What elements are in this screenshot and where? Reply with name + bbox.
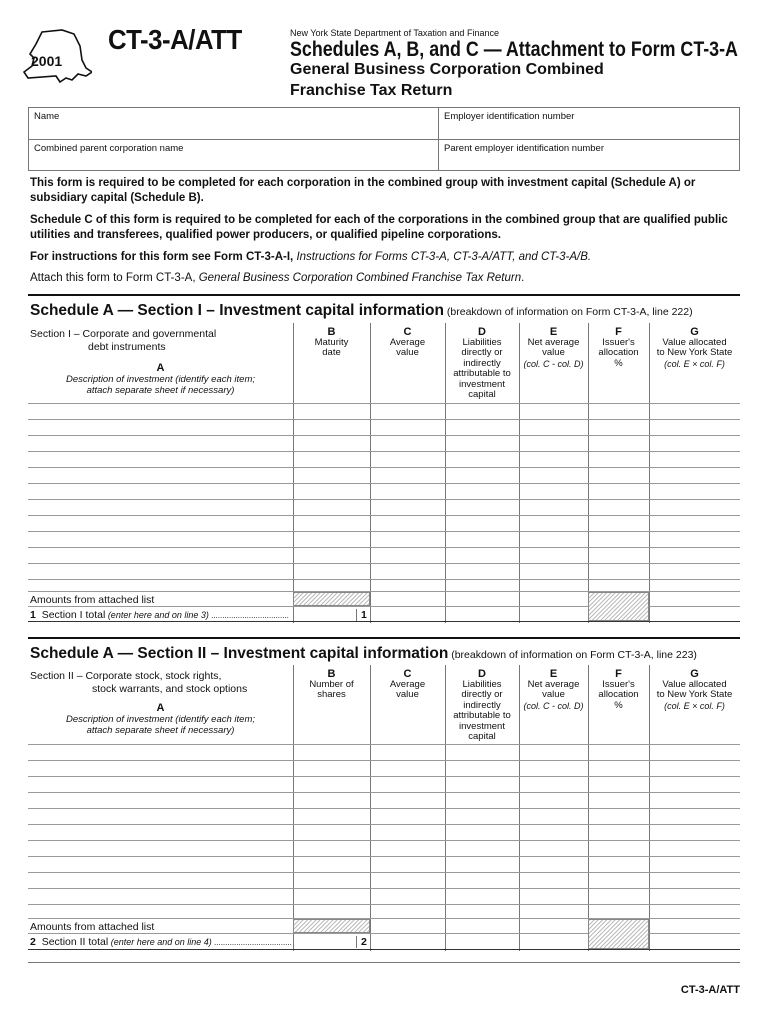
section1-total-text: Section I total xyxy=(41,609,106,621)
schedule-a-section2-title-text: Schedule A — Section II – Investment capital information xyxy=(30,645,449,662)
divider xyxy=(28,637,740,639)
col-a-line2: attach separate sheet if necessary) xyxy=(86,385,235,396)
instruction-schedule-c: Schedule C of this form is required to be completed for each of the corporations in the combined group that are qualified public utilities and transferees, qualified power producers, or qualified pipeline corporations. xyxy=(30,214,728,241)
table-row[interactable] xyxy=(28,547,740,548)
col-g-line2: to New York State xyxy=(656,689,733,700)
section1-description xyxy=(30,328,216,354)
form-title: Schedules A, B, and C — Attachment to Form CT-3-A xyxy=(290,38,738,61)
col-e-letter: E xyxy=(549,326,558,338)
section1-total-label xyxy=(30,609,289,621)
col-d-line1: Liabilities xyxy=(462,678,502,690)
form-subtitle-line1: General Business Corporation Combined xyxy=(290,61,604,78)
parent-name-field[interactable] xyxy=(29,140,439,171)
col-g-line1: Value allocated xyxy=(662,336,727,348)
col-e-line1: Net average xyxy=(527,336,580,348)
col-f-line1: Issuer's xyxy=(602,678,635,690)
col-g-line3: (col. E × col. F) xyxy=(664,700,725,711)
col-f-line2: allocation xyxy=(598,689,639,700)
schedule-a-section1-subtitle: (breakdown of information on Form CT-3-A, line 222) xyxy=(444,306,693,318)
col-d-header xyxy=(445,669,519,743)
col-f-line2: allocation xyxy=(598,347,639,358)
col-g-letter: G xyxy=(690,668,699,680)
table-row[interactable] xyxy=(28,451,740,452)
col-b-header xyxy=(293,669,370,701)
table-row[interactable] xyxy=(28,856,740,857)
table-row[interactable] xyxy=(28,776,740,777)
col-f-header xyxy=(588,669,649,711)
instruction-required: This form is required to be completed for each corporation in the combined group with investment capital (Schedule A) or subsidiary capital (Schedule B). xyxy=(30,177,696,204)
table-row[interactable] xyxy=(28,531,740,532)
col-a-letter: A xyxy=(156,362,165,374)
table-row[interactable] xyxy=(28,419,740,420)
col-b-header xyxy=(293,327,370,359)
col-b-letter: B xyxy=(327,668,336,680)
col-a-line1: Description of investment (identify each item; xyxy=(65,714,256,725)
col-e-line3: (col. C - col. D) xyxy=(523,700,584,711)
col-b-line1: Number of xyxy=(309,678,354,690)
table-row[interactable] xyxy=(28,403,740,404)
shaded-cell xyxy=(293,592,370,606)
section2-total-hint: (enter here and on line 4) xyxy=(108,937,212,947)
col-c-line1: Average xyxy=(389,678,426,690)
col-e-header xyxy=(519,327,588,370)
table-row[interactable] xyxy=(28,744,740,745)
table-bottom xyxy=(28,949,740,950)
col-f-line1: Issuer's xyxy=(602,336,635,348)
table-row[interactable] xyxy=(28,872,740,873)
col-d-line4: attributable to xyxy=(453,368,511,379)
table-row[interactable] xyxy=(28,904,740,905)
col-d-line2: directly or xyxy=(461,347,503,358)
col-d-header xyxy=(445,327,519,401)
section2-total-label xyxy=(30,936,292,948)
id-row-2 xyxy=(29,139,739,171)
col-c-letter: C xyxy=(403,326,412,338)
instruction-see-form-italic: Instructions for Forms CT-3-A, CT-3-A/ATT, and CT-3-A/B. xyxy=(293,251,592,263)
divider xyxy=(28,294,740,296)
table-row[interactable] xyxy=(28,888,740,889)
col-f-line3: % xyxy=(614,699,623,711)
section1-line-number: 1 xyxy=(30,609,36,621)
col-g-letter: G xyxy=(690,326,699,338)
shaded-cell xyxy=(293,919,370,933)
schedule-a-section2-table xyxy=(28,665,740,951)
parent-ein-field[interactable] xyxy=(439,140,739,171)
schedule-a-section2-subtitle: (breakdown of information on Form CT-3-A, line 223) xyxy=(448,649,697,661)
shaded-cell xyxy=(588,592,649,621)
col-a-line2: attach separate sheet if necessary) xyxy=(86,725,235,736)
col-divider xyxy=(293,323,294,623)
section1-total-hint: (enter here and on line 3) xyxy=(105,610,209,620)
table-row[interactable] xyxy=(28,840,740,841)
col-d-line5: investment xyxy=(459,378,505,390)
ny-state-outline-logo xyxy=(22,28,92,84)
year-label: 2001 xyxy=(31,53,63,69)
section2-line-number: 2 xyxy=(30,936,36,948)
col-g-header xyxy=(649,327,740,370)
schedule-a-section1-title xyxy=(30,302,693,320)
attached-list-label: Amounts from attached list xyxy=(30,921,155,933)
name-field[interactable] xyxy=(29,108,439,140)
col-c-line2: value xyxy=(396,689,419,700)
col-c-header xyxy=(370,669,445,701)
col-e-letter: E xyxy=(549,668,558,680)
parent-name-label: Combined parent corporation name xyxy=(34,143,184,154)
section1-description-line2: debt instruments xyxy=(88,341,166,353)
col-g-line1: Value allocated xyxy=(662,678,727,690)
table-row[interactable] xyxy=(28,792,740,793)
col-f-letter: F xyxy=(615,668,622,680)
col-d-line5: investment xyxy=(459,720,505,732)
col-f-line3: % xyxy=(614,357,623,369)
name-label: Name xyxy=(34,111,60,122)
col-b-letter: B xyxy=(327,326,336,338)
section1-description-line1: Section I – Corporate and governmental xyxy=(30,328,217,340)
col-d-line2: directly or xyxy=(461,689,503,700)
schedule-a-section2-title xyxy=(30,645,697,663)
section1-total-dots: ................................... xyxy=(208,611,289,620)
col-d-line4: attributable to xyxy=(453,710,511,721)
col-d-line3: indirectly xyxy=(463,699,501,711)
col-e-line1: Net average xyxy=(527,678,580,690)
shaded-cell xyxy=(588,919,649,949)
col-a-header xyxy=(28,363,293,396)
department-name: New York State Department of Taxation and Finance xyxy=(290,28,499,38)
col-f-header xyxy=(588,327,649,369)
parent-ein-label: Parent employer identification number xyxy=(444,143,605,154)
col-c-letter: C xyxy=(403,668,412,680)
col-c-line2: value xyxy=(396,347,419,358)
id-row-1 xyxy=(29,108,739,140)
col-d-line6: capital xyxy=(468,731,496,742)
col-b-line1: Maturity xyxy=(314,336,349,348)
instruction-see-form xyxy=(30,250,745,265)
table-row[interactable] xyxy=(28,467,740,468)
table-row[interactable] xyxy=(28,483,740,484)
table-row[interactable] xyxy=(28,824,740,825)
col-e-header xyxy=(519,669,588,712)
section2-total-box: 2 xyxy=(356,936,370,948)
table-row[interactable] xyxy=(28,515,740,516)
col-d-line6: capital xyxy=(468,389,496,400)
ein-label: Employer identification number xyxy=(444,111,575,122)
col-f-letter: F xyxy=(615,326,622,338)
col-g-line3: (col. E × col. F) xyxy=(664,358,725,369)
col-b-line2: shares xyxy=(317,689,346,700)
instruction-attach-italic: General Business Corporation Combined Franchise Tax Return xyxy=(198,272,522,284)
col-a-line1: Description of investment (identify each item; xyxy=(65,374,256,385)
table-row[interactable] xyxy=(28,579,740,580)
col-c-header xyxy=(370,327,445,359)
form-subtitle-line2: Franchise Tax Return xyxy=(290,82,453,99)
col-g-line2: to New York State xyxy=(656,347,733,358)
col-c-line1: Average xyxy=(389,336,426,348)
instruction-attach-text: Attach this form to Form CT-3-A, xyxy=(30,272,199,284)
form-code: CT-3-A/ATT xyxy=(108,24,242,55)
col-divider xyxy=(370,323,371,623)
col-b-line2: date xyxy=(322,347,341,358)
schedule-a-section1-title-text: Schedule A — Section I – Investment capital information xyxy=(30,302,444,319)
col-d-letter: D xyxy=(478,668,486,680)
col-d-letter: D xyxy=(478,326,486,338)
section2-total-dots: ................................... xyxy=(211,938,292,947)
col-d-line3: indirectly xyxy=(463,357,501,369)
table-row[interactable] xyxy=(28,435,740,436)
table-bottom xyxy=(28,621,740,622)
schedule-a-section1-table xyxy=(28,323,740,623)
col-a-header xyxy=(28,703,293,736)
ein-field[interactable] xyxy=(439,108,739,140)
section2-total-text: Section II total xyxy=(41,936,109,948)
col-e-line2: value xyxy=(542,347,565,358)
attached-list-label: Amounts from attached list xyxy=(30,594,155,606)
section2-description xyxy=(30,670,247,696)
identification-box xyxy=(28,107,740,171)
table-row[interactable] xyxy=(28,808,740,809)
col-e-line3: (col. C - col. D) xyxy=(523,358,584,369)
col-e-line2: value xyxy=(542,689,565,700)
instruction-attach-end: . xyxy=(521,272,525,284)
section1-total-box: 1 xyxy=(356,609,370,621)
divider xyxy=(28,962,740,963)
instruction-see-form-bold: For instructions for this form see Form CT-3-A-I, xyxy=(30,251,294,263)
col-d-line1: Liabilities xyxy=(462,336,502,348)
table-row[interactable] xyxy=(28,563,740,564)
table-row[interactable] xyxy=(28,760,740,761)
section2-description-line1: Section II – Corporate stock, stock rights, xyxy=(30,670,222,682)
col-g-header xyxy=(649,669,740,712)
instruction-attach xyxy=(30,271,745,286)
table-row[interactable] xyxy=(28,499,740,500)
footer-form-code: CT-3-A/ATT xyxy=(680,984,740,996)
col-a-letter: A xyxy=(156,702,165,714)
section2-description-line2: stock warrants, and stock options xyxy=(92,683,248,695)
